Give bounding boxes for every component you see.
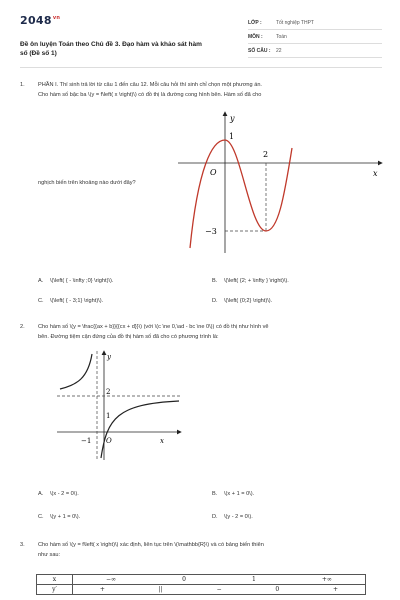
meta-row-count: SỐ CÂU : 22 bbox=[248, 44, 382, 58]
q1-option-d[interactable]: D. \(\left( {0;2} \right)\). bbox=[212, 298, 273, 304]
q2-option-b[interactable]: B. \(x + 1 = 0\). bbox=[212, 491, 255, 497]
document-title: Đề ôn luyện Toán theo Chủ đề 3. Đạo hàm và khảo sát hàm số (Đề số 1) bbox=[20, 41, 202, 57]
tick-label-neg1: −1 bbox=[81, 437, 92, 445]
question-1 bbox=[20, 80, 382, 110]
question-1-prompt: nghịch biến trên khoảng nào dưới đây? bbox=[38, 180, 136, 186]
cubic-function-graph bbox=[170, 108, 390, 258]
question-text: PHẦN I. Thí sinh trả lời từ câu 1 đến câu 12. Mỗi câu hỏi thí sinh chỉ chọn một phương án. Cho hàm số bậc ba \(y = f\left( x \right)\) có đồ thị là đường cong hình bên. Hàm số đã cho bbox=[38, 82, 262, 98]
table-row-x bbox=[37, 575, 366, 585]
meta-info bbox=[248, 16, 382, 58]
q2-option-d[interactable]: D. \(y - 2 = 0\). bbox=[212, 514, 253, 520]
x-axis-label: x bbox=[373, 169, 378, 178]
y-axis-label: y bbox=[230, 114, 235, 123]
question-3 bbox=[20, 540, 382, 562]
site-logo[interactable]: $2048^{vn}$ bbox=[20, 14, 61, 27]
right-branch bbox=[101, 401, 179, 458]
row-label-derivative: y′ bbox=[37, 585, 73, 595]
question-number: 1. bbox=[20, 82, 25, 88]
tick-label-2: 2 bbox=[263, 150, 269, 159]
origin-label: O bbox=[210, 168, 217, 177]
origin-label: O bbox=[106, 437, 112, 445]
tick-label-1: 1 bbox=[229, 132, 235, 141]
tick-label-1: 1 bbox=[106, 412, 111, 420]
document-header bbox=[20, 12, 382, 58]
question-text: Cho hàm số \(y = \frac{{ax + b}}{{cx + d}}\) (với \(c \ne 0,\ad - bc \ne 0\)) có đồ thị như hình vẽ bên. Đường tiệm cận đứng của đồ thị hàm số đã cho có phương trình là: bbox=[38, 324, 269, 340]
variation-table bbox=[36, 574, 366, 595]
tick-label-neg3: −3 bbox=[205, 227, 217, 236]
q1-option-b[interactable]: B. \(\left( {2; + \infty } \right)\). bbox=[212, 278, 289, 284]
question-2 bbox=[20, 322, 382, 344]
left-branch bbox=[60, 354, 92, 389]
q2-option-a[interactable]: A. \(x - 2 = 0\). bbox=[38, 491, 79, 497]
meta-row-class: LỚP : Tốt nghiệp THPT bbox=[248, 16, 382, 30]
table-row-derivative bbox=[37, 585, 366, 595]
q1-option-a[interactable]: A. \(\left( { - \infty ;0} \right)\). bbox=[38, 278, 114, 284]
tick-label-2: 2 bbox=[106, 388, 111, 396]
rational-function-graph bbox=[55, 348, 185, 463]
q2-option-c[interactable]: C. \(y + 1 = 0\). bbox=[38, 514, 81, 520]
header-divider bbox=[20, 67, 382, 68]
row-label-x: x bbox=[37, 575, 73, 585]
question-text: Cho hàm số \(y = f\left( x \right)\) xác định, liên tục trên \(\mathbb{R}\) và có bảng biến thiên như sau: bbox=[38, 542, 264, 558]
question-number: 2. bbox=[20, 324, 25, 330]
q1-option-c[interactable]: C. \(\left( { - 3;1} \right)\). bbox=[38, 298, 104, 304]
row-values-x: −∞ 0 1 +∞ bbox=[73, 575, 366, 585]
row-values-derivative: + || − 0 + bbox=[73, 585, 366, 595]
x-axis-label: x bbox=[160, 437, 164, 445]
y-axis-label: y bbox=[107, 353, 111, 361]
question-number: 3. bbox=[20, 542, 25, 548]
meta-row-subject: MÔN : Toán bbox=[248, 30, 382, 44]
